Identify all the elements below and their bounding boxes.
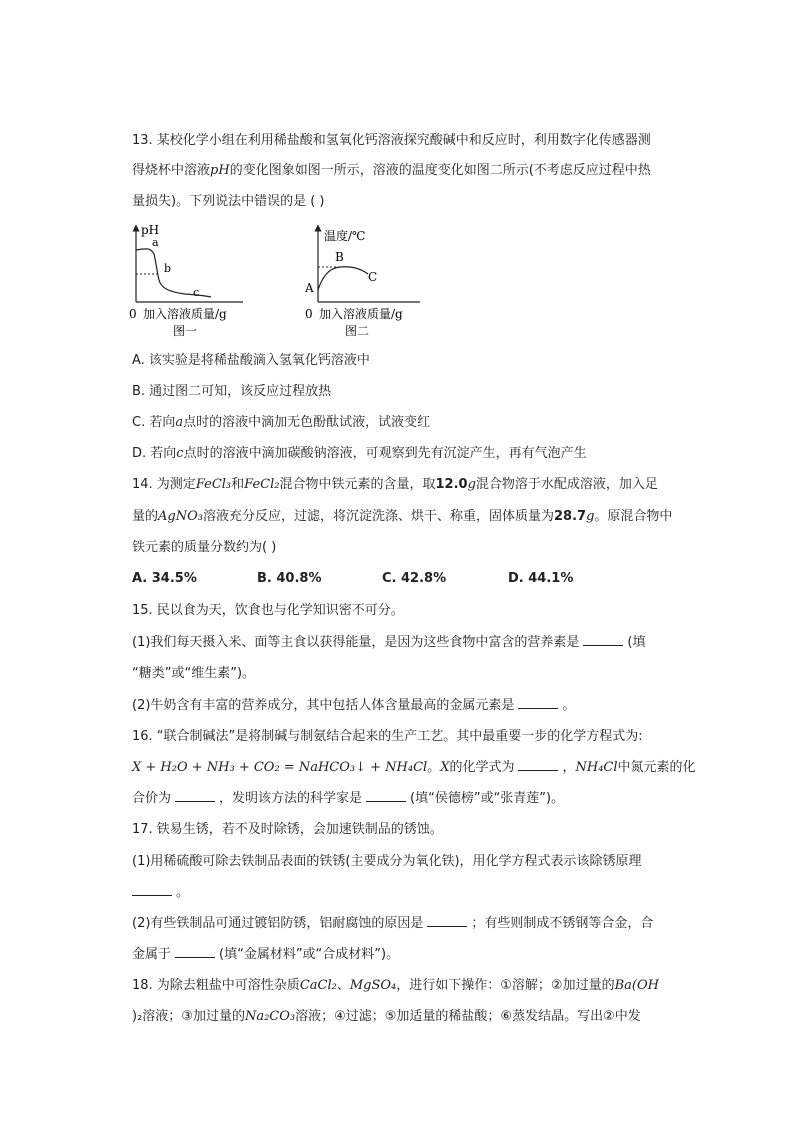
q13-option-c: C. 若向a点时的溶液中滴加无色酚酞试液，试液变红 [132,415,431,430]
fig2-point-B: B [335,250,344,264]
q17-line-4: (2)有些铁制品可通过镀铝防锈，铝耐腐蚀的原因是 ；有些则制成不锈钢等合金，合 [132,916,654,931]
q14-line-3: 铁元素的质量分数约为( ) [132,540,277,555]
fig2-point-C: C [368,270,378,284]
fig2-point-A: A [305,281,314,295]
q13-option-b: B. 通过图二可知，该反应过程放热 [132,384,332,399]
fig1-point-b: b [164,262,172,275]
fig1-point-a: a [152,236,159,249]
q18-line-1: 18. 为除去粗盐中可溶性杂质CaCl₂、MgSO₄，进行如下操作：①溶解；②加过量的Ba(OH [132,978,659,993]
q14-line-1: 14. 为测定FeCl₃和FeCl₂混合物中铁元素的含量，取12.0g混合物溶于水配成溶液，加入足 [132,477,658,492]
fig1-caption: 图一 [173,324,198,338]
fig1-ylabel: pH [141,223,160,237]
q14-line-2: 量的AgNO₃溶液充分反应，过滤，将沉淀洗涤、烘干、称重，固体质量为28.7g。原混合物中 [132,509,673,524]
fig2-xlabel: 加入溶液质量/g [319,307,403,321]
fig2-curve [318,267,368,290]
fig1-xlabel: 加入溶液质量/g [143,307,227,321]
q14-option-a: A. 34.5% [132,571,197,586]
q16-line-3: 合价为 ，发明该方法的科学家是 (填“侯德榜”或“张青莲”)。 [132,791,565,806]
q15-line-1: 15. 民以食为天，饮食也与化学知识密不可分。 [132,603,404,618]
q15-line-4: (2)牛奶含有丰富的营养成分，其中包括人体含量最高的金属元素是 。 [132,698,576,713]
q13-line-3: 量损失)。下列说法中错误的是 ( ) [132,194,325,209]
answer-blank[interactable] [583,633,623,646]
fig2-ylabel: 温度/℃ [324,229,366,243]
answer-blank[interactable] [132,883,172,896]
fig1-origin: 0 [129,307,137,321]
answer-blank[interactable] [175,945,215,958]
figure-1-ph-graph [125,222,255,340]
answer-blank[interactable] [518,696,558,709]
q16-line-1: 16. “联合制碱法”是将制碱与制氨结合起来的生产工艺。其中最重要一步的化学方程式为: [132,729,643,744]
fig1-point-c: c [193,286,200,299]
q18-line-2: )₂溶液；③加过量的Na₂CO₃溶液；④过滤；⑤加适量的稀盐酸；⑥蒸发结晶。写出②中发 [132,1009,641,1024]
q15-line-3: “糖类”或“维生素”)。 [132,666,256,681]
fig1-curve [136,249,211,297]
q14-option-d: D. 44.1% [508,571,574,586]
q17-line-3: 。 [132,883,189,903]
q17-line-5: 金属于 (填“金属材料”或“合成材料”)。 [132,947,400,962]
q17-line-1: 17. 铁易生锈，若不及时除锈，会加速铁制品的锈蚀。 [132,822,443,837]
answer-blank[interactable] [366,789,406,802]
q17-line-2: (1)用稀硫酸可除去铁制品表面的铁锈(主要成分为氧化铁)，用化学方程式表示该除锈原理 [132,854,642,869]
figure-2-temperature-graph [302,222,432,340]
q14-option-c: C. 42.8% [382,571,447,586]
q13-option-a: A. 该实验是将稀盐酸滴入氢氧化钙溶液中 [132,353,370,368]
q16-line-2: X + H₂O + NH₃ + CO₂ = NaHCO₃↓ + NH₄Cl。X的化学式为 ，NH₄Cl中氮元素的化 [132,760,696,775]
q15-line-2: (1)我们每天摄入米、面等主食以获得能量，是因为这些食物中富含的营养素是 (填 [132,635,646,650]
q13-line-1: 13. 某校化学小组在利用稀盐酸和氢氧化钙溶液探究酸碱中和反应时，利用数字化传感器测 [132,133,651,148]
q13-option-d: D. 若向c点时的溶液中滴加碳酸钠溶液，可观察到先有沉淀产生，再有气泡产生 [132,446,587,461]
fig2-caption: 图二 [345,324,370,338]
answer-blank[interactable] [518,758,558,771]
answer-blank[interactable] [427,914,467,927]
q14-option-b: B. 40.8% [257,571,322,586]
fig2-origin: 0 [305,307,313,321]
answer-blank[interactable] [175,789,215,802]
q13-line-2: 得烧杯中溶液pH的变化图象如图一所示，溶液的温度变化如图二所示(不考虑反应过程中热 [132,163,651,178]
